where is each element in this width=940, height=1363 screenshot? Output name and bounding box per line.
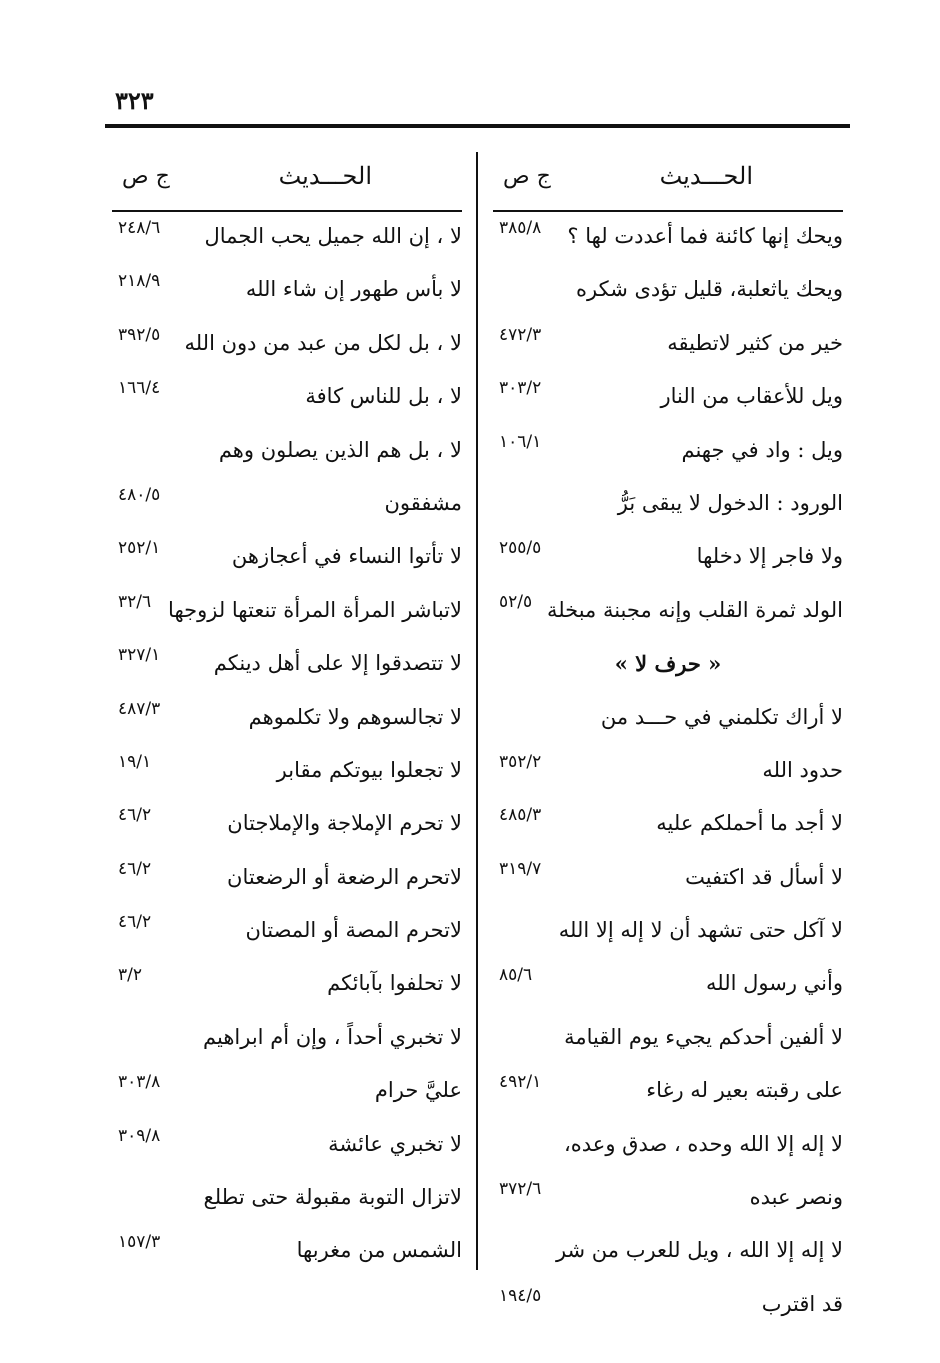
hadith-entry: [493, 1066, 843, 1119]
hadith-entry: [493, 1013, 843, 1066]
volume-page-ref: ١٥٧/٣: [118, 1232, 161, 1253]
hadith-entry: [112, 853, 462, 906]
hadith-text: لا ، بل للناس كافة: [305, 384, 462, 409]
hadith-text: « حرف لا »: [614, 651, 722, 677]
volume-page-ref: ٥٢/٥: [499, 591, 533, 612]
volume-page-ref: ١٦٦/٤: [118, 378, 161, 399]
hadith-text: لاتزال التوبة مقبولة حتى تطلع: [203, 1185, 462, 1210]
header-volume-page: ج ص: [122, 164, 170, 189]
hadith-text: لا إله إلا الله وحده ، صدق وعده،: [564, 1131, 843, 1156]
hadith-text: لا أجد ما أحملكم عليه: [656, 811, 843, 836]
hadith-text: الشمس من مغربها: [296, 1238, 462, 1263]
hadith-text: قد اقترب: [761, 1291, 843, 1316]
hadith-entry: [493, 853, 843, 906]
hadith-entry: [493, 1280, 843, 1333]
right-column-header: [493, 152, 843, 212]
volume-page-ref: ٢٤٨/٦: [118, 218, 161, 238]
hadith-text: وأني رسول الله: [706, 971, 843, 996]
hadith-entry: [493, 479, 843, 532]
hadith-text: لاتحرم المصة أو المصتان: [245, 918, 462, 943]
hadith-entry: [112, 426, 462, 479]
hadith-text: ويل : واد في جهنم: [681, 437, 843, 462]
hadith-entry: [112, 319, 462, 372]
page-number: ٣٢٣: [115, 86, 154, 115]
hadith-entry: [493, 372, 843, 425]
hadith-entry: [112, 532, 462, 585]
volume-page-ref: ٣٠٩/٨: [118, 1125, 161, 1146]
hadith-text: ويحك ياثعلبة، قليل تؤدى شكره: [576, 277, 843, 302]
volume-page-ref: ٣١٩/٧: [499, 858, 542, 879]
hadith-entry: [493, 319, 843, 372]
hadith-entry: [493, 799, 843, 852]
hadith-entry: [493, 265, 843, 318]
hadith-entry: [112, 1013, 462, 1066]
left-column-header: [112, 152, 462, 212]
hadith-text: ونصر عبده: [749, 1185, 843, 1210]
volume-page-ref: ٢١٨/٩: [118, 271, 161, 292]
hadith-entry: [112, 265, 462, 318]
hadith-entry: [112, 799, 462, 852]
volume-page-ref: ٣٢٧/١: [118, 645, 161, 666]
volume-page-ref: ٣٥٢/٢: [499, 751, 542, 772]
hadith-text: لا أسأل قد اكتفيت: [685, 864, 843, 889]
hadith-text: لا إله إلا الله ، ويل للعرب من شر: [555, 1238, 843, 1263]
hadith-entry: [112, 959, 462, 1012]
header-volume-page: ج ص: [503, 164, 551, 189]
hadith-text: لا تجالسوهم ولا تكلموهم: [248, 704, 462, 729]
hadith-entry: [112, 693, 462, 746]
hadith-text: لا تجعلوا بيوتكم مقابر: [276, 757, 462, 782]
volume-page-ref: ٣٨٥/٨: [499, 218, 542, 238]
hadith-entry: [493, 1173, 843, 1226]
hadith-entry: [493, 746, 843, 799]
header-hadith: الحـــديث: [659, 162, 753, 190]
hadith-entry: [493, 532, 843, 585]
hadith-entry: [493, 906, 843, 959]
hadith-entry: [112, 1120, 462, 1173]
left-column: [112, 152, 462, 1280]
hadith-text: لا ، بل هم الذين يصلون وهم: [218, 437, 462, 462]
hadith-text: خير من كثير لاتطيقه: [667, 330, 843, 355]
hadith-text: لا تخبري أحداً ، وإن أم ابراهيم: [203, 1024, 462, 1049]
left-column-rows: [112, 212, 462, 1280]
volume-page-ref: ١٩/١: [118, 751, 152, 772]
volume-page-ref: ٣/٢: [118, 965, 142, 986]
hadith-entry: [112, 212, 462, 265]
hadith-entry: [493, 693, 843, 746]
column-divider: [476, 152, 478, 1270]
volume-page-ref: ٤٦/٢: [118, 912, 152, 933]
hadith-entry: [493, 586, 843, 639]
hadith-text: لا تتصدقوا إلا على أهل دينكم: [213, 651, 462, 676]
right-column-rows: [493, 212, 843, 1333]
hadith-text: ويل للأعقاب من النار: [660, 384, 843, 409]
hadith-text: لا آكل حتى تشهد أن لا إله إلا الله: [558, 918, 843, 943]
hadith-entry: [112, 1066, 462, 1119]
volume-page-ref: ٣٠٣/٢: [499, 378, 542, 399]
volume-page-ref: ٣٧٢/٦: [499, 1179, 542, 1200]
hadith-entry: [112, 479, 462, 532]
volume-page-ref: ٣٩٢/٥: [118, 324, 161, 345]
hadith-entry: [112, 906, 462, 959]
volume-page-ref: ٤٦/٢: [118, 805, 152, 826]
hadith-entry: [112, 1226, 462, 1279]
hadith-entry: [493, 639, 843, 692]
volume-page-ref: ٤٨٠/٥: [118, 484, 161, 505]
hadith-text: الورود : الدخول لا يبقى بَرُّ: [617, 490, 843, 515]
volume-page-ref: ٤٨٥/٣: [499, 805, 542, 826]
hadith-text: لاتحرم الرضعة أو الرضعتان: [227, 864, 462, 889]
hadith-text: لا تحلفوا بآبائكم: [327, 971, 462, 996]
hadith-text: لا تحرم الإملاجة والإملاجتان: [227, 811, 462, 836]
volume-page-ref: ٣٢/٦: [118, 591, 152, 612]
hadith-entry: [112, 372, 462, 425]
hadith-text: لا بأس طهور إن شاء الله: [245, 277, 462, 302]
volume-page-ref: ٤٦/٢: [118, 858, 152, 879]
volume-page-ref: ١٩٤/٥: [499, 1285, 542, 1306]
volume-page-ref: ٢٥٥/٥: [499, 538, 542, 559]
hadith-text: حدود الله: [762, 757, 843, 782]
hadith-text: لاتباشر المرأة المرأة تنعتها لزوجها: [168, 597, 462, 622]
hadith-text: الولد ثمرة القلب وإنه مجبنة مبخلة: [546, 597, 843, 622]
volume-page-ref: ١٠٦/١: [499, 431, 542, 452]
hadith-text: مشفقون: [384, 490, 462, 515]
hadith-entry: [493, 959, 843, 1012]
hadith-entry: [112, 586, 462, 639]
hadith-text: لا تخبري عائشة: [328, 1131, 462, 1156]
hadith-text: عليَّ حرام: [374, 1078, 462, 1103]
hadith-text: لا تأتوا النساء في أعجازهن: [231, 544, 462, 569]
header-hadith: الحـــديث: [278, 162, 372, 190]
hadith-entry: [493, 1226, 843, 1279]
volume-page-ref: ٤٩٢/١: [499, 1072, 542, 1093]
right-column: [493, 152, 843, 1333]
volume-page-ref: ٤٨٧/٣: [118, 698, 161, 719]
hadith-entry: [112, 746, 462, 799]
hadith-entry: [112, 639, 462, 692]
hadith-text: لا ، إن الله جميل يحب الجمال: [204, 224, 462, 248]
hadith-text: ولا فاجر إلا دخلها: [696, 544, 843, 569]
hadith-text: لا أراك تكلمني في حـــد من: [600, 704, 843, 729]
hadith-entry: [112, 1173, 462, 1226]
hadith-text: لا ألفين أحدكم يجيء يوم القيامة: [564, 1024, 843, 1049]
volume-page-ref: ٨٥/٦: [499, 965, 533, 986]
hadith-text: لا ، بل لكل من عبد من دون الله: [184, 330, 462, 355]
hadith-entry: [493, 426, 843, 479]
hadith-entry: [493, 1120, 843, 1173]
volume-page-ref: ٢٥٢/١: [118, 538, 161, 559]
hadith-text: على رقبته بعير له رغاء: [646, 1078, 843, 1103]
hadith-text: ويحك إنها كائنة فما أعددت لها ؟: [567, 224, 843, 248]
top-rule: [105, 124, 850, 128]
volume-page-ref: ٣٠٣/٨: [118, 1072, 161, 1093]
hadith-entry: [493, 212, 843, 265]
volume-page-ref: ٤٧٢/٣: [499, 324, 542, 345]
